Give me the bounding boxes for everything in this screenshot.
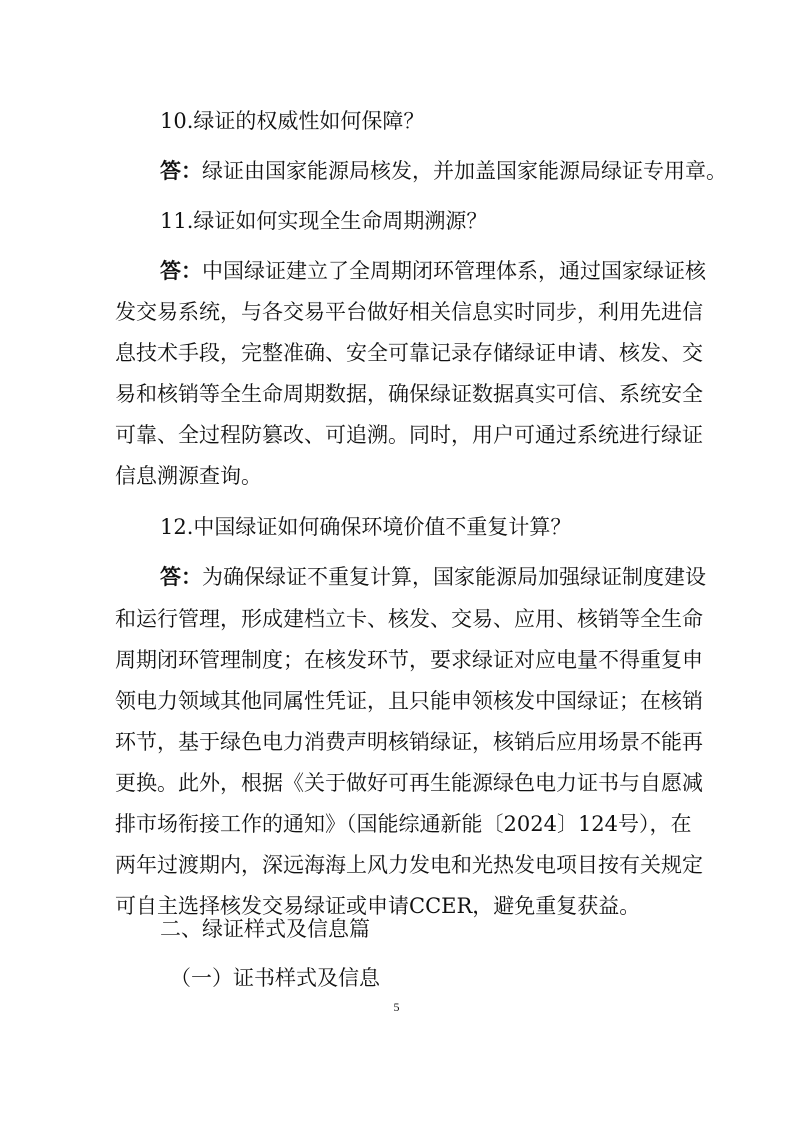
answer-label: 答： bbox=[160, 158, 202, 183]
answer-12-line-8: 两年过渡期内，深远海海上风力发电和光热发电项目按有关规定 bbox=[115, 853, 703, 877]
answer-label: 答： bbox=[160, 258, 202, 283]
answer-11-line-6: 信息溯源查询。 bbox=[115, 464, 262, 488]
answer-11-line-3: 息技术手段，完整准确、安全可靠记录存储绿证申请、核发、交 bbox=[115, 341, 703, 365]
answer-text: 中国绿证建立了全周期闭环管理体系，通过国家绿证核 bbox=[202, 259, 706, 283]
answer-11-line-5: 可靠、全过程防篡改、可追溯。同时，用户可通过系统进行绿证 bbox=[115, 423, 703, 447]
section-heading: 二、绿证样式及信息篇 bbox=[160, 917, 370, 941]
answer-text: 为确保绿证不重复计算，国家能源局加强绿证制度建设 bbox=[202, 565, 706, 589]
answer-12-line-3: 周期闭环管理制度；在核发环节，要求绿证对应电量不得重复申 bbox=[115, 648, 703, 672]
question-10: 10.绿证的权威性如何保障？ bbox=[160, 109, 425, 133]
answer-10 bbox=[160, 158, 727, 184]
answer-12-line-2: 和运行管理，形成建档立卡、核发、交易、应用、核销等全生命 bbox=[115, 607, 703, 631]
question-11: 11.绿证如何实现全生命周期溯源？ bbox=[160, 209, 488, 233]
answer-11-line-2: 发交易系统，与各交易平台做好相关信息实时同步，利用先进信 bbox=[115, 300, 703, 324]
answer-12-line-1 bbox=[160, 564, 706, 590]
answer-12-line-5: 环节，基于绿色电力消费声明核销绿证，核销后应用场景不能再 bbox=[115, 730, 703, 754]
answer-12-line-7: 排市场衔接工作的通知》（国能综通新能〔2024〕124号），在 bbox=[115, 812, 692, 836]
answer-11-line-4: 易和核销等全生命周期数据，确保绿证数据真实可信、系统安全 bbox=[115, 382, 703, 406]
answer-12-line-4: 领电力领域其他同属性凭证，且只能申领核发中国绿证；在核销 bbox=[115, 689, 703, 713]
subsection-heading: （一）证书样式及信息 bbox=[170, 966, 380, 990]
answer-label: 答： bbox=[160, 564, 202, 589]
question-12: 12.中国绿证如何确保环境价值不重复计算？ bbox=[160, 515, 572, 539]
answer-11-line-1 bbox=[160, 258, 706, 284]
answer-12-line-6: 更换。此外，根据《关于做好可再生能源绿色电力证书与自愿减 bbox=[115, 771, 703, 795]
answer-12-line-9: 可自主选择核发交易绿证或申请CCER，避免重复获益。 bbox=[115, 894, 641, 918]
answer-text: 绿证由国家能源局核发，并加盖国家能源局绿证专用章。 bbox=[202, 159, 727, 183]
page-number: 5 bbox=[393, 1000, 400, 1014]
